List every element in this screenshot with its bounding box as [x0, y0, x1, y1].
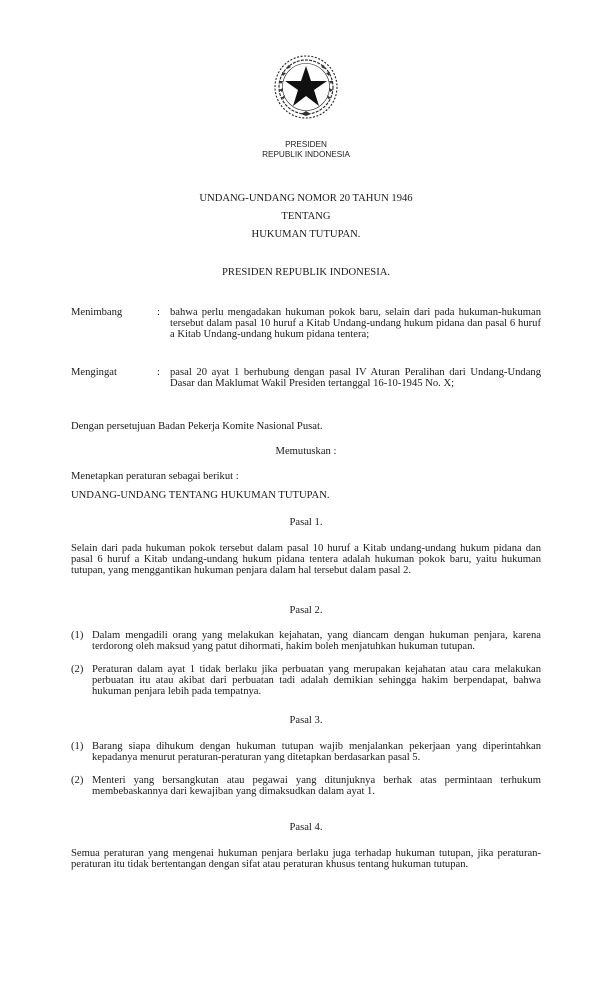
consideration-colon: :: [157, 307, 160, 318]
item-text: Barang siapa dihukum dengan hukuman tutupan wajib menjalankan pekerjaan yang diperintahkan kepadanya menurut peraturan-peraturan yang ditetapkan berdasarkan pasal 5.: [92, 741, 541, 764]
article-1-text: Selain dari pada hukuman pokok tersebut dalam pasal 10 huruf a Kitab undang-undang hukum pidana dan pasal 6 huruf a Kitab undang-undang hukum pidana tentera adalah hukuman pokok baru, yaitu hukuman tutupan, yang menggantikan hukuman penjara dalam hal tersebut dalam pasal 2.: [71, 543, 541, 577]
approval-statement: Dengan persetujuan Badan Pekerja Komite Nasional Pusat.: [71, 421, 323, 432]
item-text: Peraturan dalam ayat 1 tidak berlaku jika perbuatan yang merupakan kejahatan atau cara melakukan perbuatan itu atau akibat dari perbuatan tadi adalah demikian sehingga hakim berpendapat, bahwa hukuman penjara lebih pada tempatnya.: [92, 664, 541, 698]
header-line-presiden: PRESIDEN: [285, 140, 327, 149]
consideration-text: pasal 20 ayat 1 berhubung dengan pasal IV Aturan Peralihan dari Undang-Undang Dasar dan Maklumat Wakil Presiden tertanggal 16-10-1945 No. X;: [170, 367, 541, 390]
item-number: (2): [71, 775, 84, 786]
item-text: Menteri yang bersangkutan atau pegawai yang ditunjuknya berhak atas permintaan terhukum membebaskannya dari kewajiban yang dimaksudkan dalam ayat 1.: [92, 775, 541, 798]
article-heading-3: Pasal 3.: [289, 715, 323, 726]
decision-heading: Memutuskan :: [275, 446, 337, 457]
article-heading-1: Pasal 1.: [289, 517, 323, 528]
item-number: (1): [71, 741, 84, 752]
issuer: PRESIDEN REPUBLIK INDONESIA.: [221, 267, 391, 278]
enactment-line: Menetapkan peraturan sebagai berikut :: [71, 471, 239, 482]
law-title: UNDANG-UNDANG NOMOR 20 TAHUN 1946: [199, 193, 413, 204]
article-4-text: Semua peraturan yang mengenai hukuman penjara berlaku juga terhadap hukuman tutupan, jika peraturan-peraturan itu tidak bertentangan dengan sifat atau peraturan khusus tentang hukuman tutupan.: [71, 848, 541, 871]
consideration-label: Menimbang: [71, 307, 123, 318]
consideration-text: bahwa perlu mengadakan hukuman pokok baru, selain dari pada hukuman-hukuman tersebut dalam pasal 10 huruf a Kitab Undang-undang hukum pidana dan pasal 6 huruf a Kitab Undang-undang hukum pidana tentera;: [170, 307, 541, 341]
consideration-colon: :: [157, 367, 160, 378]
law-title-tentang: TENTANG: [281, 211, 331, 222]
article-heading-4: Pasal 4.: [289, 822, 323, 833]
header-line-republik: REPUBLIK INDONESIA: [262, 150, 350, 159]
consideration-label: Mengingat: [71, 367, 117, 378]
article-heading-2: Pasal 2.: [289, 605, 323, 616]
item-number: (2): [71, 664, 84, 675]
enactment-title: UNDANG-UNDANG TENTANG HUKUMAN TUTUPAN.: [71, 490, 330, 501]
law-subject: HUKUMAN TUTUPAN.: [251, 229, 361, 240]
presidential-emblem-icon: [271, 52, 341, 122]
item-number: (1): [71, 630, 84, 641]
item-text: Dalam mengadili orang yang melakukan kejahatan, yang diancam dengan hukuman penjara, karena terdorong oleh maksud yang patut dihormati, hakim boleh menjatuhkan hukuman tutupan.: [92, 630, 541, 653]
